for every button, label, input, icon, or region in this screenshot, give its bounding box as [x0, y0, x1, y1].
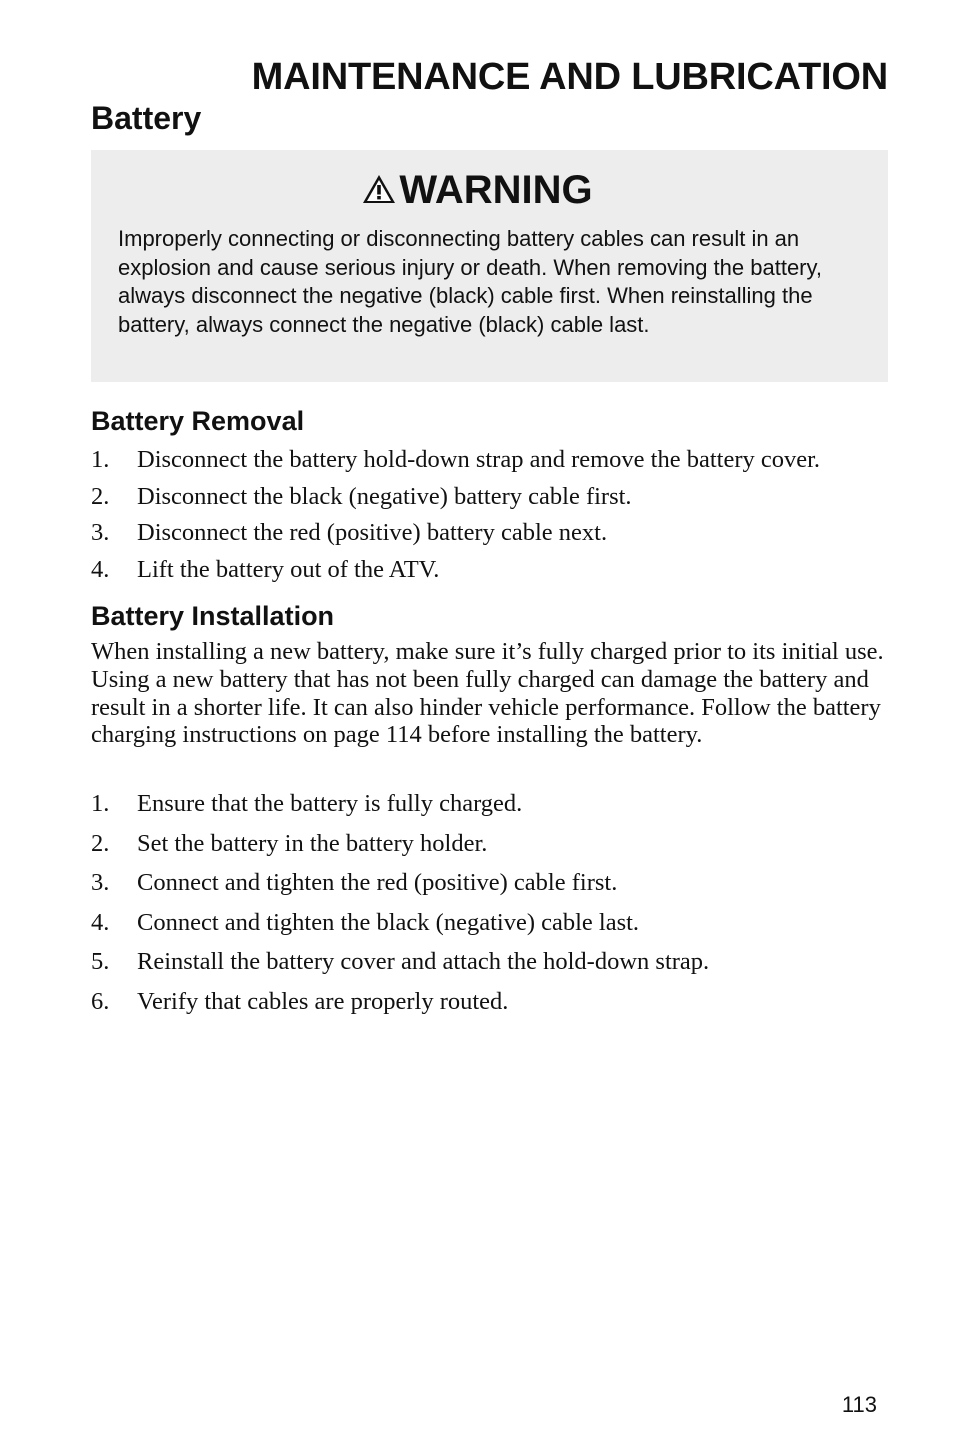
step-number: 4. — [91, 556, 110, 584]
battery-removal-heading: Battery Removal — [91, 406, 305, 436]
step-number: 6. — [91, 987, 110, 1015]
warning-heading-label: WARNING — [399, 168, 593, 212]
step-number: 1. — [91, 790, 110, 817]
step-text: Connect and tighten the black (negative) cable last. — [137, 908, 640, 936]
page-number: 113 — [841, 1392, 877, 1417]
step-text: Ensure that the battery is fully charged. — [137, 790, 523, 817]
step-number: 5. — [91, 948, 110, 976]
step-number: 2. — [91, 829, 110, 857]
battery-removal-steps — [91, 445, 911, 592]
step-number: 2. — [91, 482, 110, 510]
warning-text: Improperly connecting or disconnecting battery cables can result in an explosion and cause serious injury or death. When removing the battery, always disconnect the negative (black) cable first. When reinstalling the battery, always connect the negative (black) cable last. — [118, 226, 822, 337]
list-item — [91, 518, 911, 555]
page-title: MAINTENANCE AND LUBRICATION — [251, 56, 888, 98]
step-number: 3. — [91, 869, 110, 897]
step-number: 4. — [91, 908, 110, 936]
section-title: Battery — [91, 100, 202, 136]
step-text: Set the battery in the battery holder. — [137, 829, 488, 857]
step-text: Lift the battery out of the ATV. — [137, 556, 440, 584]
step-text: Disconnect the battery hold-down strap and remove the battery cover. — [137, 446, 821, 473]
list-item — [91, 868, 911, 908]
list-item — [91, 482, 911, 519]
list-item — [91, 445, 911, 482]
battery-installation-steps — [91, 789, 911, 1027]
step-number: 3. — [91, 519, 110, 547]
list-item — [91, 555, 911, 592]
warning-heading — [0, 166, 954, 216]
step-text: Reinstall the battery cover and attach the hold-down strap. — [137, 948, 710, 976]
step-text: Verify that cables are properly routed. — [137, 987, 509, 1015]
warning-triangle-icon — [361, 168, 397, 216]
list-item — [91, 987, 911, 1027]
step-number: 1. — [91, 446, 110, 473]
list-item — [91, 908, 911, 948]
battery-installation-heading: Battery Installation — [91, 601, 335, 631]
step-text: Connect and tighten the red (positive) cable first. — [137, 869, 618, 897]
step-text: Disconnect the red (positive) battery cable next. — [137, 519, 608, 547]
list-item — [91, 947, 911, 987]
list-item — [91, 829, 911, 869]
step-text: Disconnect the black (negative) battery cable first. — [137, 482, 632, 510]
battery-installation-intro: When installing a new battery, make sure it’s fully charged prior to its initial use. Using a new battery that has not been fully charged can damage the battery and result in a shorter life. It can also hinder vehicle performance. Follow the battery charging instructions on page 114 before installing the battery. — [91, 638, 884, 749]
list-item — [91, 789, 911, 829]
